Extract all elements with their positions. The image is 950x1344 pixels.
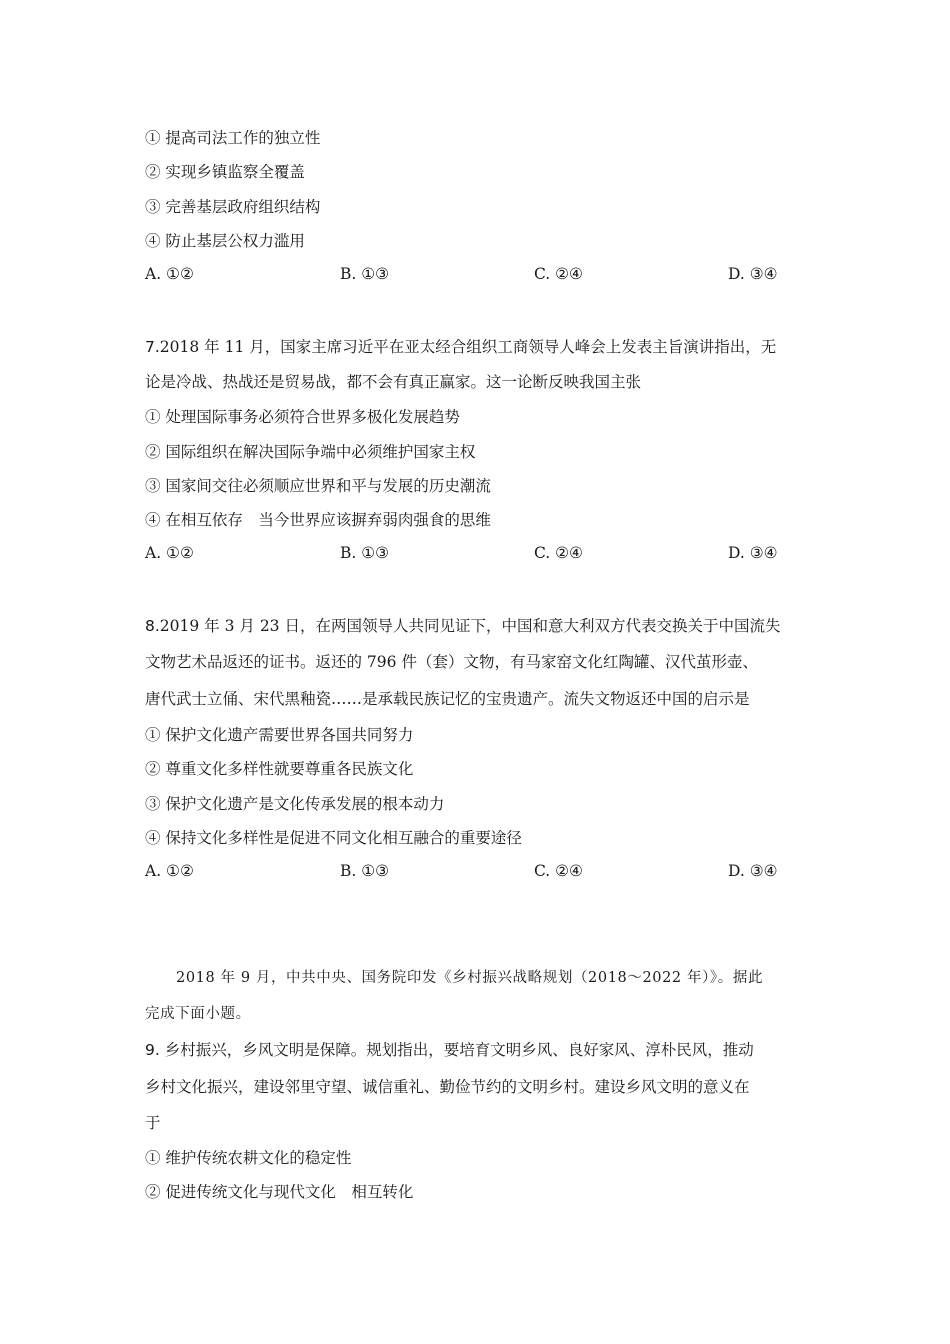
q7-stem-text: 2018 年 11 月，国家主席习近平在亚太经合组织工商领导人峰会上发表主旨演讲指出，无 xyxy=(159,338,777,356)
q7-stem-line-1 xyxy=(145,337,776,357)
q6-option-2: ② 实现乡镇监察全覆盖 xyxy=(145,163,305,181)
q9-stem-line-2: 乡村文化振兴，建设邻里守望、诚信重礼、勤俭节约的文明乡村。建设乡风文明的意义在 xyxy=(145,1078,750,1096)
q8-number: 8. xyxy=(145,617,160,635)
q8-option-2: ② 尊重文化多样性就要尊重各民族文化 xyxy=(145,760,414,778)
q9-stem-line-3: 于 xyxy=(145,1114,161,1132)
q8-option-1: ① 保护文化遗产需要世界各国共同努力 xyxy=(145,726,414,744)
q6-choice-c: C. ②④ xyxy=(534,265,583,283)
q6-choices xyxy=(145,265,845,285)
lead-line-2: 完成下面小题。 xyxy=(145,1006,251,1022)
q8-stem-line-1 xyxy=(145,616,780,636)
q7-choice-c: C. ②④ xyxy=(534,544,583,562)
q7-choice-d: D. ③④ xyxy=(728,544,778,562)
q6-choice-b: B. ①③ xyxy=(340,265,390,283)
q9-option-2: ② 促进传统文化与现代文化 相互转化 xyxy=(145,1183,414,1201)
q9-option-1: ① 维护传统农耕文化的稳定性 xyxy=(145,1149,352,1167)
q8-stem-line-3: 唐代武士立俑、宋代黑釉瓷……是承载民族记忆的宝贵遗产。流失文物返还中国的启示是 xyxy=(145,690,750,708)
q6-option-4: ④ 防止基层公权力滥用 xyxy=(145,232,305,250)
q7-stem-line-2: 论是冷战、热战还是贸易战，都不会有真正赢家。这一论断反映我国主张 xyxy=(145,373,642,391)
q9-number: 9. xyxy=(145,1041,160,1059)
q6-choice-a: A. ①② xyxy=(145,265,194,283)
q7-option-4: ④ 在相互依存 当今世界应该摒弃弱肉强食的思维 xyxy=(145,511,491,529)
q7-option-2: ② 国际组织在解决国际争端中必须维护国家主权 xyxy=(145,443,476,461)
q8-choice-c: C. ②④ xyxy=(534,862,583,880)
q8-choice-d: D. ③④ xyxy=(728,862,778,880)
q8-choice-b: B. ①③ xyxy=(340,862,390,880)
q6-option-1: ① 提高司法工作的独立性 xyxy=(145,129,321,147)
q7-choices xyxy=(145,544,845,564)
q8-choice-a: A. ①② xyxy=(145,862,194,880)
q8-option-3: ③ 保护文化遗产是文化传承发展的根本动力 xyxy=(145,795,445,813)
q8-stem-text: 2019 年 3 月 23 日，在两国领导人共同见证下，中国和意大利双方代表交换关于中国流失 xyxy=(159,617,781,635)
q8-option-4: ④ 保持文化多样性是促进不同文化相互融合的重要途径 xyxy=(145,829,522,847)
q7-option-3: ③ 国家间交往必须顺应世界和平与发展的历史潮流 xyxy=(145,477,491,495)
q9-stem-line-1 xyxy=(145,1040,754,1060)
q7-choice-a: A. ①② xyxy=(145,544,194,562)
q7-number: 7. xyxy=(145,338,160,356)
q7-option-1: ① 处理国际事务必须符合世界多极化发展趋势 xyxy=(145,408,460,426)
lead-line-1: 2018 年 9 月，中共中央、国务院印发《乡村振兴战略规划（2018～2022 年）》。据此 xyxy=(176,970,764,986)
q7-choice-b: B. ①③ xyxy=(340,544,390,562)
q6-choice-d: D. ③④ xyxy=(728,265,778,283)
q8-choices xyxy=(145,862,845,882)
q6-option-3: ③ 完善基层政府组织结构 xyxy=(145,198,321,216)
q9-stem-text: 乡村振兴，乡风文明是保障。规划指出，要培育文明乡风、良好家风、淳朴民风，推动 xyxy=(159,1041,754,1059)
q8-stem-line-2: 文物艺术品返还的证书。返还的 796 件（套）文物，有马家窑文化红陶罐、汉代茧形壶、 xyxy=(145,653,758,671)
